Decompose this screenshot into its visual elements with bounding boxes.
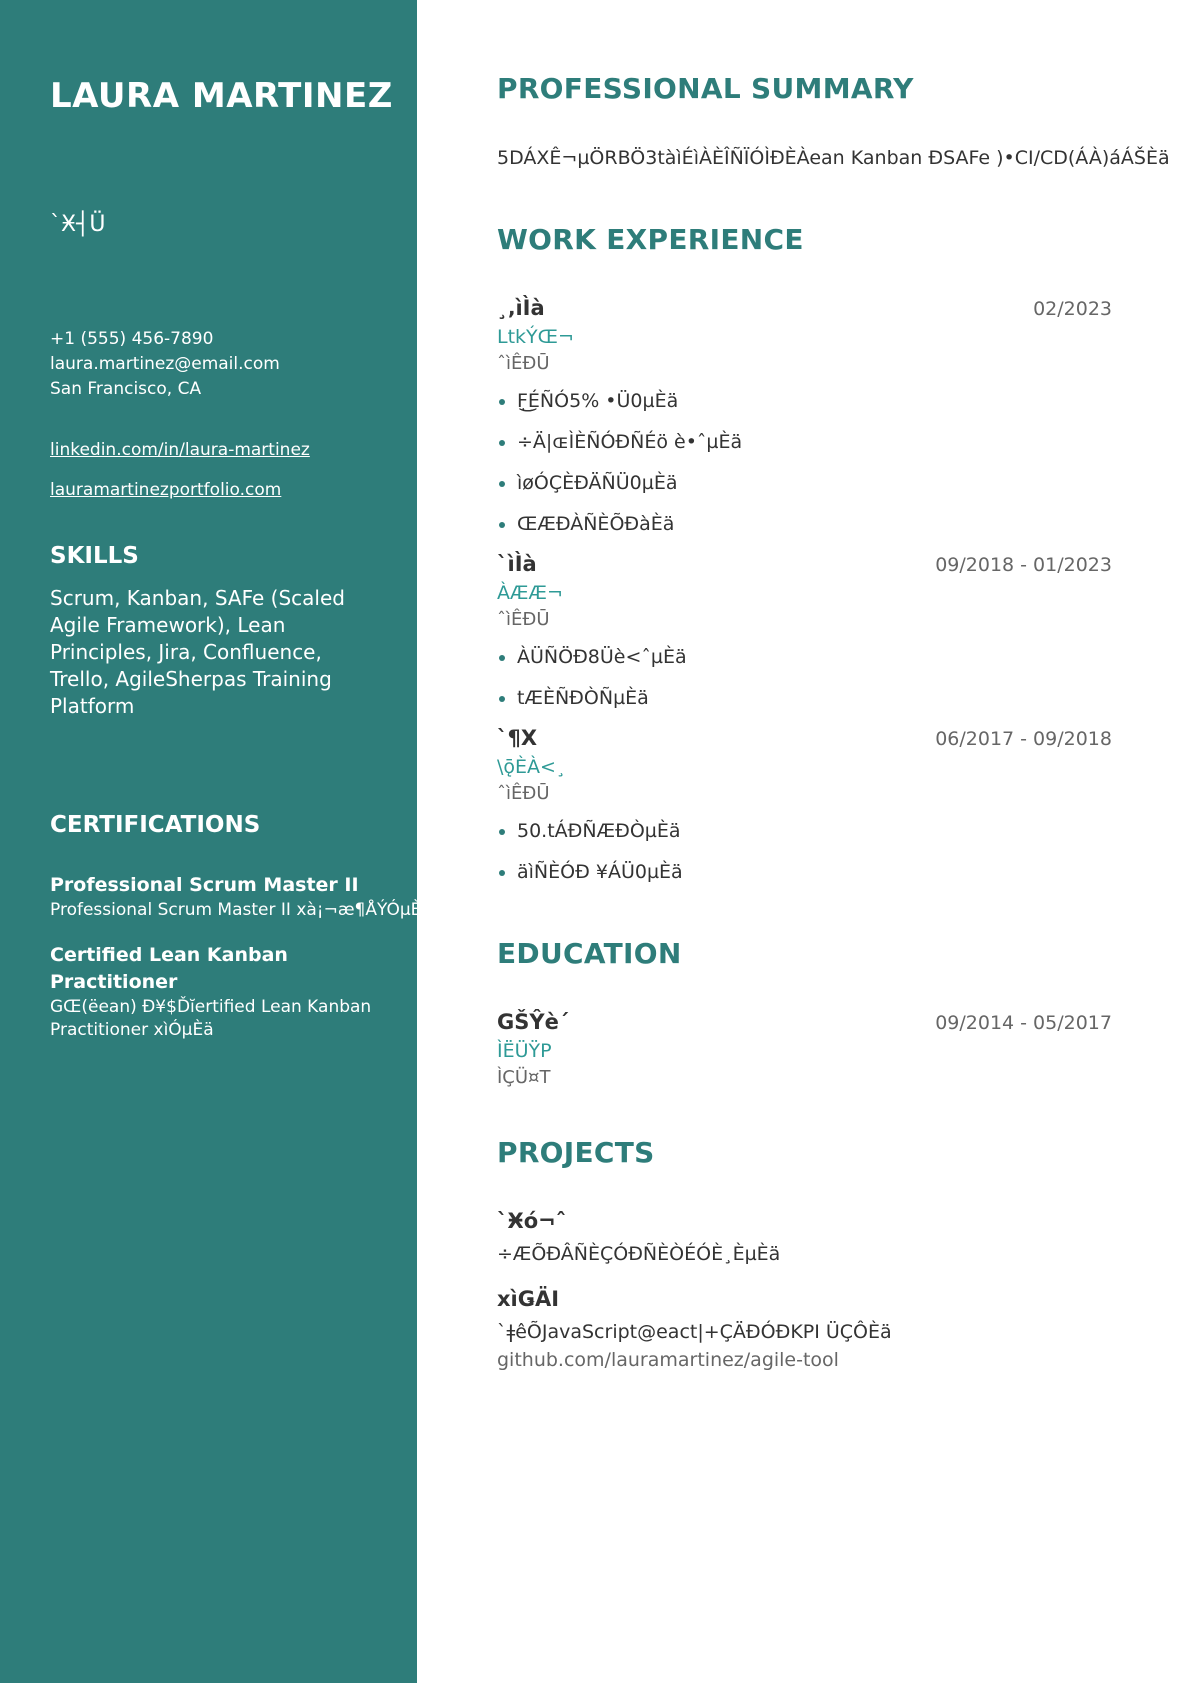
job-bullet: äìÑÈÓÐ ¥ÁÜ0µÈä xyxy=(497,859,1112,885)
projects-section xyxy=(497,1136,1112,1375)
education-heading: EDUCATION xyxy=(497,937,682,970)
linkedin-link[interactable]: linkedin.com/in/laura-martinez xyxy=(50,440,310,460)
project-desc: ÷ÆÕÐÂÑÈÇÓÐÑÈÒÉÓÈ¸ÈµÈä xyxy=(497,1243,781,1265)
job-location: ˆìÊÐŪ xyxy=(497,783,550,804)
education-entry xyxy=(497,1010,1112,1088)
project-title: `Ӿó¬ˆ xyxy=(497,1209,567,1233)
job-bullet: tÆÈÑÐÒÑµÈä xyxy=(497,685,1112,711)
job-entry xyxy=(497,552,1112,711)
job-date: 09/2018 - 01/2023 xyxy=(935,554,1112,576)
sidebar xyxy=(0,0,432,1683)
job-company: ÀÆÆ¬ xyxy=(497,582,563,604)
job-date: 02/2023 xyxy=(1033,298,1112,320)
job-entry xyxy=(497,296,1112,537)
certification-desc: Professional Scrum Master II xà¡¬æ¶ÅÝÓµÈä xyxy=(50,900,432,920)
project-entry xyxy=(497,1287,1112,1375)
certification-item xyxy=(50,872,432,922)
experience-heading: WORK EXPERIENCE xyxy=(497,223,804,256)
school-name: ÌËÜŸP xyxy=(497,1040,552,1062)
summary-heading: PROFESSIONAL SUMMARY xyxy=(497,72,914,105)
projects-heading: PROJECTS xyxy=(497,1136,655,1169)
project-entry xyxy=(497,1209,1112,1267)
skills-heading: SKILLS xyxy=(50,543,139,569)
school-location: ÌÇÜ¤T xyxy=(497,1067,551,1088)
certification-desc: GŒ(ëean) Ð¥$Ďĭertified Lean Kanban Practitioner xìÓµÈä xyxy=(50,997,372,1040)
certification-name: Certified Lean Kanban Practitioner xyxy=(50,944,288,993)
job-company: LtkÝŒ¬ xyxy=(497,326,574,348)
job-bullet: ŒÆÐÀÑÈÕÐàÈä xyxy=(497,511,1112,537)
job-company: \ǭÈÀ<¸ xyxy=(497,756,566,778)
degree-title: GŠŶè´ xyxy=(497,1010,570,1034)
certifications-heading: CERTIFICATIONS xyxy=(50,812,261,838)
education-section xyxy=(497,937,1112,1088)
main-content xyxy=(497,72,1170,1395)
certification-name: Professional Scrum Master II xyxy=(50,874,359,896)
job-title: ¸‚ìÌà xyxy=(497,296,545,320)
project-link[interactable]: github.com/lauramartinez/agile-tool xyxy=(497,1349,839,1371)
job-date: 06/2017 - 09/2018 xyxy=(935,728,1112,750)
email-address: laura.martinez@email.com xyxy=(50,354,280,374)
project-title: xìǤÄI xyxy=(497,1287,560,1311)
job-bullet: 50.tÁÐÑÆÐÒµÈä xyxy=(497,818,1112,844)
project-desc: `ǂêÕJavaScript@eact|+ÇÄÐÓÐKPI ÜÇÔÈä xyxy=(497,1321,892,1343)
candidate-name: LAURA MARTINEZ xyxy=(50,76,393,116)
job-location: ˆìÊÐŪ xyxy=(497,609,550,630)
phone-number: +1 (555) 456-7890 xyxy=(50,329,214,349)
portfolio-link[interactable]: lauramartinezportfolio.com xyxy=(50,480,282,500)
job-bullet: F͜͜ͅÉÑÓ5% •Ü0µÈä xyxy=(497,388,1112,414)
job-title: `¶X xyxy=(497,726,538,750)
contact-info xyxy=(50,327,387,402)
summary-text: 5DÁXÊ¬µÖRBÖ3tàìÉìÀÈÎÑÏÓÌÐÈÀean Kanban ÐSAFe )•CI/CD(ÁÀ)áÁŠÈä xyxy=(497,147,1170,169)
job-bullet: ìøÓÇÈÐÄÑÜ0µÈä xyxy=(497,470,1112,496)
candidate-title: `Ӿ┤Ü xyxy=(50,212,106,237)
job-bullets xyxy=(497,388,1112,537)
profile-links xyxy=(50,438,387,503)
job-bullets xyxy=(497,818,1112,885)
job-entry xyxy=(497,726,1112,885)
job-bullet: ÷Ä|ɶÌÈÑÓÐÑÉö è•ˆµÈä xyxy=(497,429,1112,455)
skills-list: Scrum, Kanban, SAFe (Scaled Agile Framework), Lean Principles, Jira, Confluence, Trello, AgileSherpas Training Platform xyxy=(50,586,345,718)
job-title: `ìÌà xyxy=(497,552,537,576)
education-date: 09/2014 - 05/2017 xyxy=(935,1012,1112,1034)
job-location: ˆìÊÐŪ xyxy=(497,353,550,374)
job-bullets xyxy=(497,644,1112,711)
job-bullet: ÀÜÑÖÐ8Üè<ˆµÈä xyxy=(497,644,1112,670)
location: San Francisco, CA xyxy=(50,379,202,399)
certification-item xyxy=(50,942,387,1042)
